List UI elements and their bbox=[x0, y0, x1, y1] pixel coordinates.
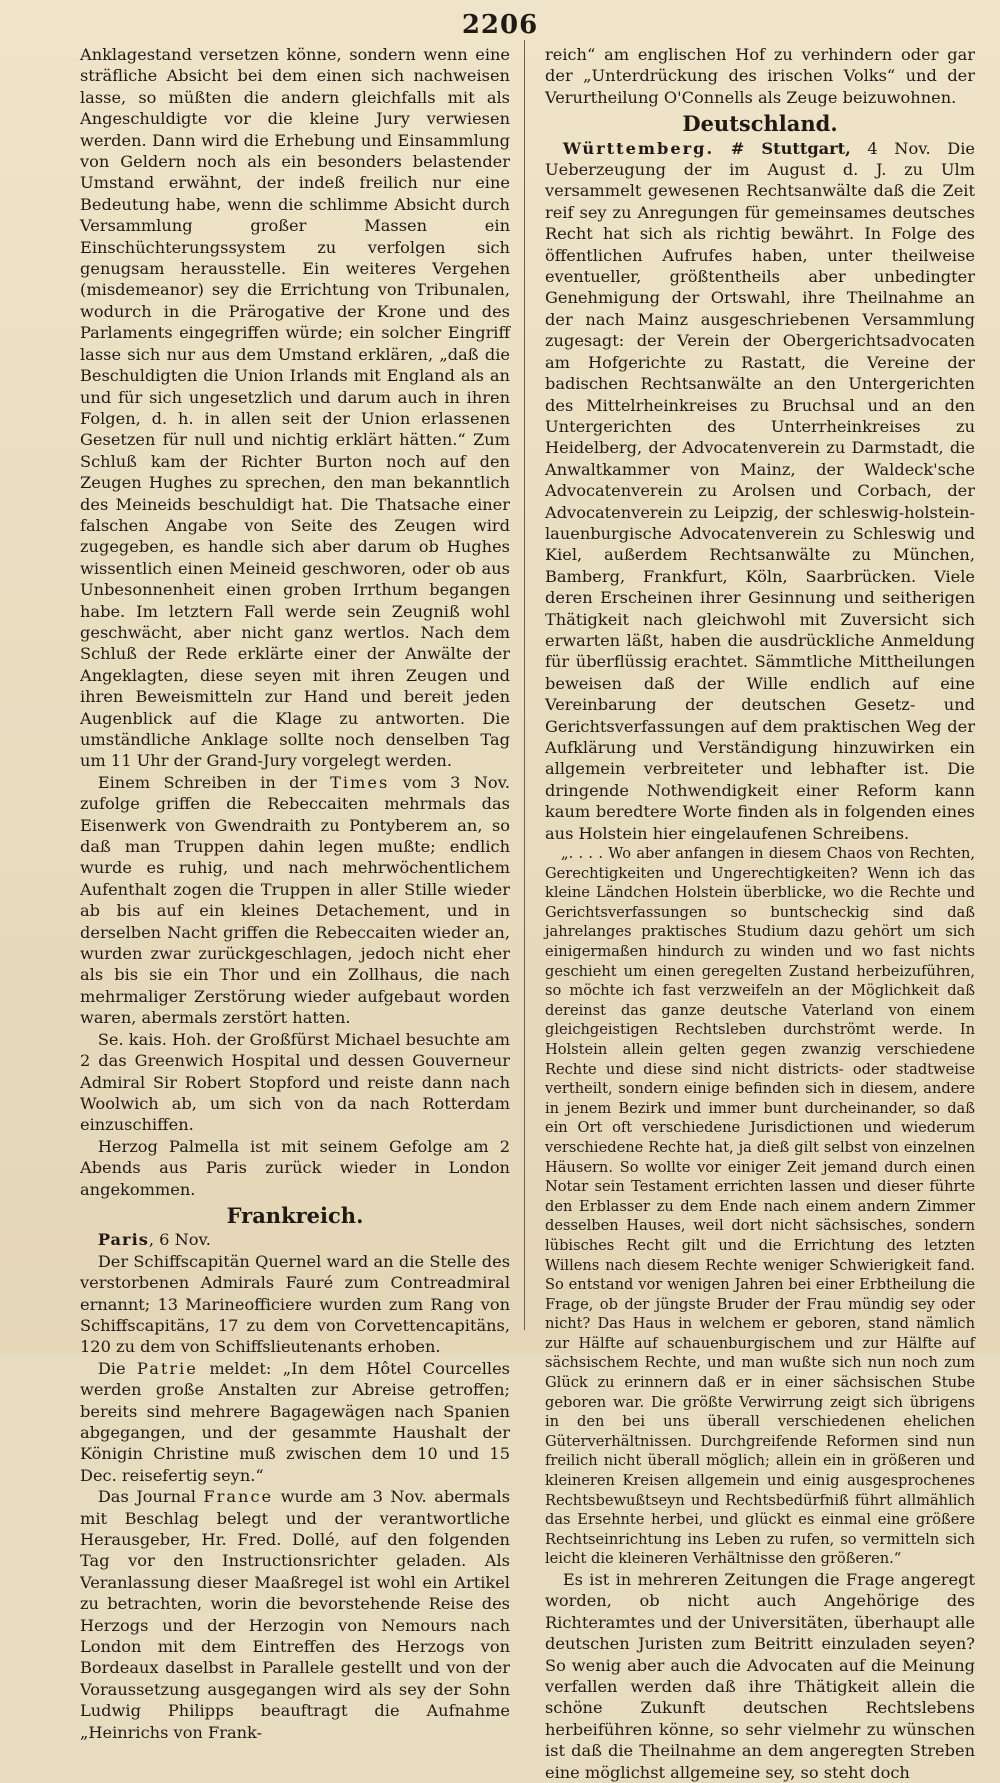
right-column bbox=[545, 44, 975, 1782]
section-heading-deutschland: Deutschland. bbox=[682, 111, 838, 137]
article-paragraph-patrie bbox=[80, 1358, 510, 1486]
newspaper-title-times: Times bbox=[330, 772, 390, 792]
article-paragraph-jurists: Es ist in mehreren Zeitungen die Frage angeregt worden, ob nicht auch Angehörige des Richteramtes und der Universitäten, überhaupt alle deutschen Juristen zum Beitritt einzuladen seyen? So wenig aber auch die Advocaten auf die Meinung verfallen werden daß ihre Thätigkeit allein die schöne Zukunft deutschen Rechtslebens herbeiführen könne, so sehr vielmehr zu wünschen ist daß die Theilnahme an dem angeregten Streben eine möglichst allgemeine sey, so steht doch bbox=[545, 1570, 975, 1782]
left-column bbox=[80, 44, 511, 1742]
dateline-paris bbox=[80, 1229, 510, 1250]
article-paragraph-continuation: reich“ am englischen Hof zu verhindern oder gar der „Unterdrückung des irischen Volks“ und der Verurtheilung O'Connells als Zeuge beizuwohnen. bbox=[545, 45, 975, 107]
article-paragraph-france-journal bbox=[80, 1486, 510, 1743]
newspaper-title-france: France bbox=[203, 1487, 274, 1507]
article-paragraph-palmella: Herzog Palmella ist mit seinem Gefolge am 2 Abends aus Paris zurück wieder in London angekommen. bbox=[80, 1136, 510, 1199]
dateline-date: , 6 Nov. bbox=[148, 1230, 211, 1250]
text-fragment: meldet: „In dem Hôtel Courcelles werden große Anstalten zur Abreise getroffen; bereits sind mehrere Bagagewägen nach Spanien abgegangen, und der gesammte Haushalt der Königin Christine muß zwischen dem 10 und 15 Dec. reisefertig seyn.“ bbox=[80, 1358, 510, 1485]
dateline-city: Paris bbox=[97, 1230, 149, 1250]
text-fragment: Die bbox=[97, 1358, 126, 1378]
text-fragment: wurde am 3 Nov. abermals mit Beschlag belegt und der verantwortliche Herausgeber, Hr. Fred. Dollé, auf den folgenden Tag vor den Instructionsrichter geladen. Als Veranlassung dieser Maaßregel ist wohl ein Artikel zu betrachten, worin die bevorstehende Reise des Herzogs und der Herzogin von Nemours nach London mit dem Eintreffen des Herzogs von Bordeaux daselbst in Parallele gestellt und von der Voraussetzung ausgegangen wird als sey der Sohn Ludwig Philipps beauftragt die Aufnahme „Heinrichs von Frank- bbox=[80, 1487, 511, 1742]
article-paragraph-grand-duke: Se. kais. Hoh. der Großfürst Michael besuchte am 2 das Greenwich Hospital und dessen Gouverneur Admiral Sir Robert Stopford und reiste dann nach Woolwich ab, um sich von da nach Rotterdam einzuschiffen. bbox=[80, 1029, 510, 1135]
text-fragment: vom 3 Nov. zufolge griffen die Rebeccaiten mehrmals das Eisenwerk von Gwendraith zu Pontyberem an, so daß man Truppen dahin legen mußte; endlich wurde es ruhig, und nach mehrwöchentlichem Aufenthalt zogen die Truppen in aller Stille wieder ab bis auf ein kleines Detachement, und in derselben Nacht griffen die Rebeccaiten wieder an, wurden zwar zurückgeschlagen, jedoch nicht eher als bis sie ein Thor und ein Zollhaus, die nach mehrmaliger Zerstörung wieder aufgebaut worden waren, abermals zerstört hatten. bbox=[80, 772, 510, 1028]
text-fragment: Die Ueberzeugung der im August d. J. zu Ulm versammelt gewesenen Rechtsanwälte daß die Zeit reif sey zu Anregungen für gemeinsames deutsches Recht hat sich als richtig bewährt. In Folge des öffentlichen Aufrufes haben, unter theilweise eventueller, größtentheils aber unbedingter Genehmigung der Ortswahl, ihre Theilnahme an der nach Mainz ausgeschriebenen Versammlung zugesagt: der Verein der Obergerichtsadvocaten am Hofgerichte zu Rastatt, die Vereine der badischen Rechtsanwälte an den Untergerichten des Mittelrheinkreises zu Bruchsal und an den Untergerichten des Unterrheinkreises zu Heidelberg, der Advocatenverein zu Darmstadt, die Anwaltkammer von Mainz, der Waldeck'sche Advocatenverein zu Arolsen und Corbach, der Advocatenverein zu Leipzig, der schleswig-holstein-lauenburgische Advocatenverein zu Schleswig und Kiel, außerdem Rechtsanwälte zu München, Bamberg, Frankfurt, Köln, Saarbrücken. Viele deren Erscheinen ihrer Gesinnung und seitherigen Thätigkeit nach gleichwohl mit Zuversicht sich erwarten läßt, haben die ausdrückliche Anmeldung für überflüssig erachtet. Sämmtliche Mittheilungen beweisen daß der Wille endlich auf eine Vereinbarung der deutschen Gesetz- und Gerichtsverfassungen auf dem praktischen Weg der Aufklärung und Verständigung hinzuwirken ein allgemein verbreiteter und lebhafter ist. Die dringende Nothwendigkeit einer Reform kann kaum beredtere Worte finden als in folgenden eines aus Holstein hier eingelaufenen Schreibens. bbox=[545, 138, 975, 843]
newspaper-title-patrie: Patrie bbox=[137, 1358, 198, 1378]
dateline-stuttgart: # Stuttgart, bbox=[730, 138, 851, 158]
text-fragment: Das Journal bbox=[97, 1487, 196, 1507]
quoted-letter-holstein: „. . . . Wo aber anfangen in diesem Chaos von Rechten, Gerechtigkeiten und Ungerechtigkeiten? Wenn ich das kleine Ländchen Holstein überblicke, wo die Rechte und Gerichtsverfassungen so buntscheckig sind daß jahrelanges praktisches Studium dazu gehört um sich einigermaßen hindurch zu winden und wo fast nichts geschieht um einen geregelten Zustand herbeizuführen, so möchte ich fast verzweifeln an der Möglichkeit daß dereinst das ganze deutsche Vaterland von einem gleichgeistigen Rechtsleben durchströmt werde. In Holstein allein gelten gegen zwanzig verschiedene Rechte und diese sind nicht districts- oder stadtweise vertheilt, sondern einige befinden sich in diesem, andere in jenem Bezirk und immer bunt durcheinander, so daß ein Ort oft verschiedene Jurisdictionen und wiederum verschiedene Rechte hat, ja dieß gilt selbst von einzelnen Häusern. So wollte vor einiger Zeit jemand durch einen Notar sein Testament errichten lassen und dieser führte den Erblasser zu dem Ende nach einem andern Zimmer desselben Hauses, weil dort nicht sächsisches, sondern lübisches Recht gilt und die Errichtung des letzten Willens nach diesem Rechte weniger Schwierigkeit fand. So entstand vor wenigen Jahren bei einer Erbtheilung die Frage, ob der jüngste Bruder der Frau mündig sey oder nicht? Das Haus in welchem er geboren, stand nämlich zur Hälfte auf schauenburgischem und zur Hälfte auf sächsischem Rechte, und man wußte sich nun noch zum Glück zu erinnern daß er in einer sächsischen Stube geboren war. Die größte Verwirrung zeigt sich übrigens in den bei uns überall verschiedenen ehelichen Güterverhältnissen. Durchgreifende Reformen sind nun freilich nicht überall möglich; allein ein in größeren und kleineren Kreisen allgemein und einig ausgesprochenes Rechtsbewußtseyn und Rechtsbedürfniß führt allmählich das Ersehnte herbei, und glückt es einmal eine größere Rechtseinrichtung ins Leben zu rufen, so vermitteln sich leicht die kleineren Verhältnisse den größeren.“ bbox=[545, 845, 975, 1568]
article-paragraph-rebeccaites bbox=[80, 772, 510, 1029]
region-label-wuerttemberg: Württemberg. bbox=[562, 138, 715, 158]
dateline-date: 4 Nov. bbox=[867, 138, 931, 158]
page-number: 2206 bbox=[461, 10, 539, 40]
text-fragment: Einem Schreiben in der bbox=[97, 772, 317, 792]
article-paragraph-stuttgart bbox=[545, 138, 975, 844]
column-divider bbox=[524, 40, 525, 1330]
section-heading-frankreich: Frankreich. bbox=[226, 1202, 364, 1228]
article-paragraph-trial: Anklagestand versetzen könne, sondern wenn eine sträfliche Absicht bei dem einen sich nachweisen lasse, so müßten die andern gleichfalls mit als Angeschuldigte vor die kleine Jury verwiesen werden. Dann wird die Erhebung und Einsammlung von Geldern noch als ein besonders belastender Umstand erwähnt, der indeß freilich nur eine Bedeutung habe, wenn die schlimme Absicht durch Versammlung großer Massen ein Einschüchterungssystem zu verfolgen sich genugsam herausstelle. Ein weiteres Vergehen (misdemeanor) sey die Errichtung von Tribunalen, wodurch in die Prärogative der Krone und des Parlaments eingegriffen würde; ein solcher Eingriff lasse sich nur aus dem Umstand erklären, „daß die Beschuldigten die Union Irlands mit England als an und für sich ungesetzlich und darum auch in ihren Folgen, d. h. in allen seit der Union erlassenen Gesetzen für null und nichtig erklärt hätten.“ Zum Schluß kam der Richter Burton noch auf den Zeugen Hughes zu sprechen, den man bekanntlich des Meineids beschuldigt hat. Die Thatsache einer falschen Angabe von Seite des Zeugen wird zugegeben, es handle sich aber darum ob Hughes wissentlich einen Meineid geschworen, oder ob aus Unbesonnenheit einen groben Irrthum begangen habe. Im letztern Fall werde sein Zeugniß wohl geschwächt, aber nicht ganz wertlos. Nach dem Schluß der Rede erklärte einer der Anwälte der Angeklagten, diese seyen mit ihren Zeugen und ihren Beweismitteln zur Hand und bereit jeden Augenblick auf die Klage zu antworten. Die umständliche Anklage sollte noch denselben Tag um 11 Uhr der Grand-Jury vorgelegt werden. bbox=[80, 45, 510, 771]
article-paragraph-quernel: Der Schiffscapitän Quernel ward an die Stelle des verstorbenen Admirals Fauré zum Contreadmiral ernannt; 13 Marineofficiere wurden zum Rang von Schiffscapitäns, 17 zu dem von Corvettencapitäns, 120 zu dem von Schiffslieutenants erhoben. bbox=[80, 1251, 510, 1357]
